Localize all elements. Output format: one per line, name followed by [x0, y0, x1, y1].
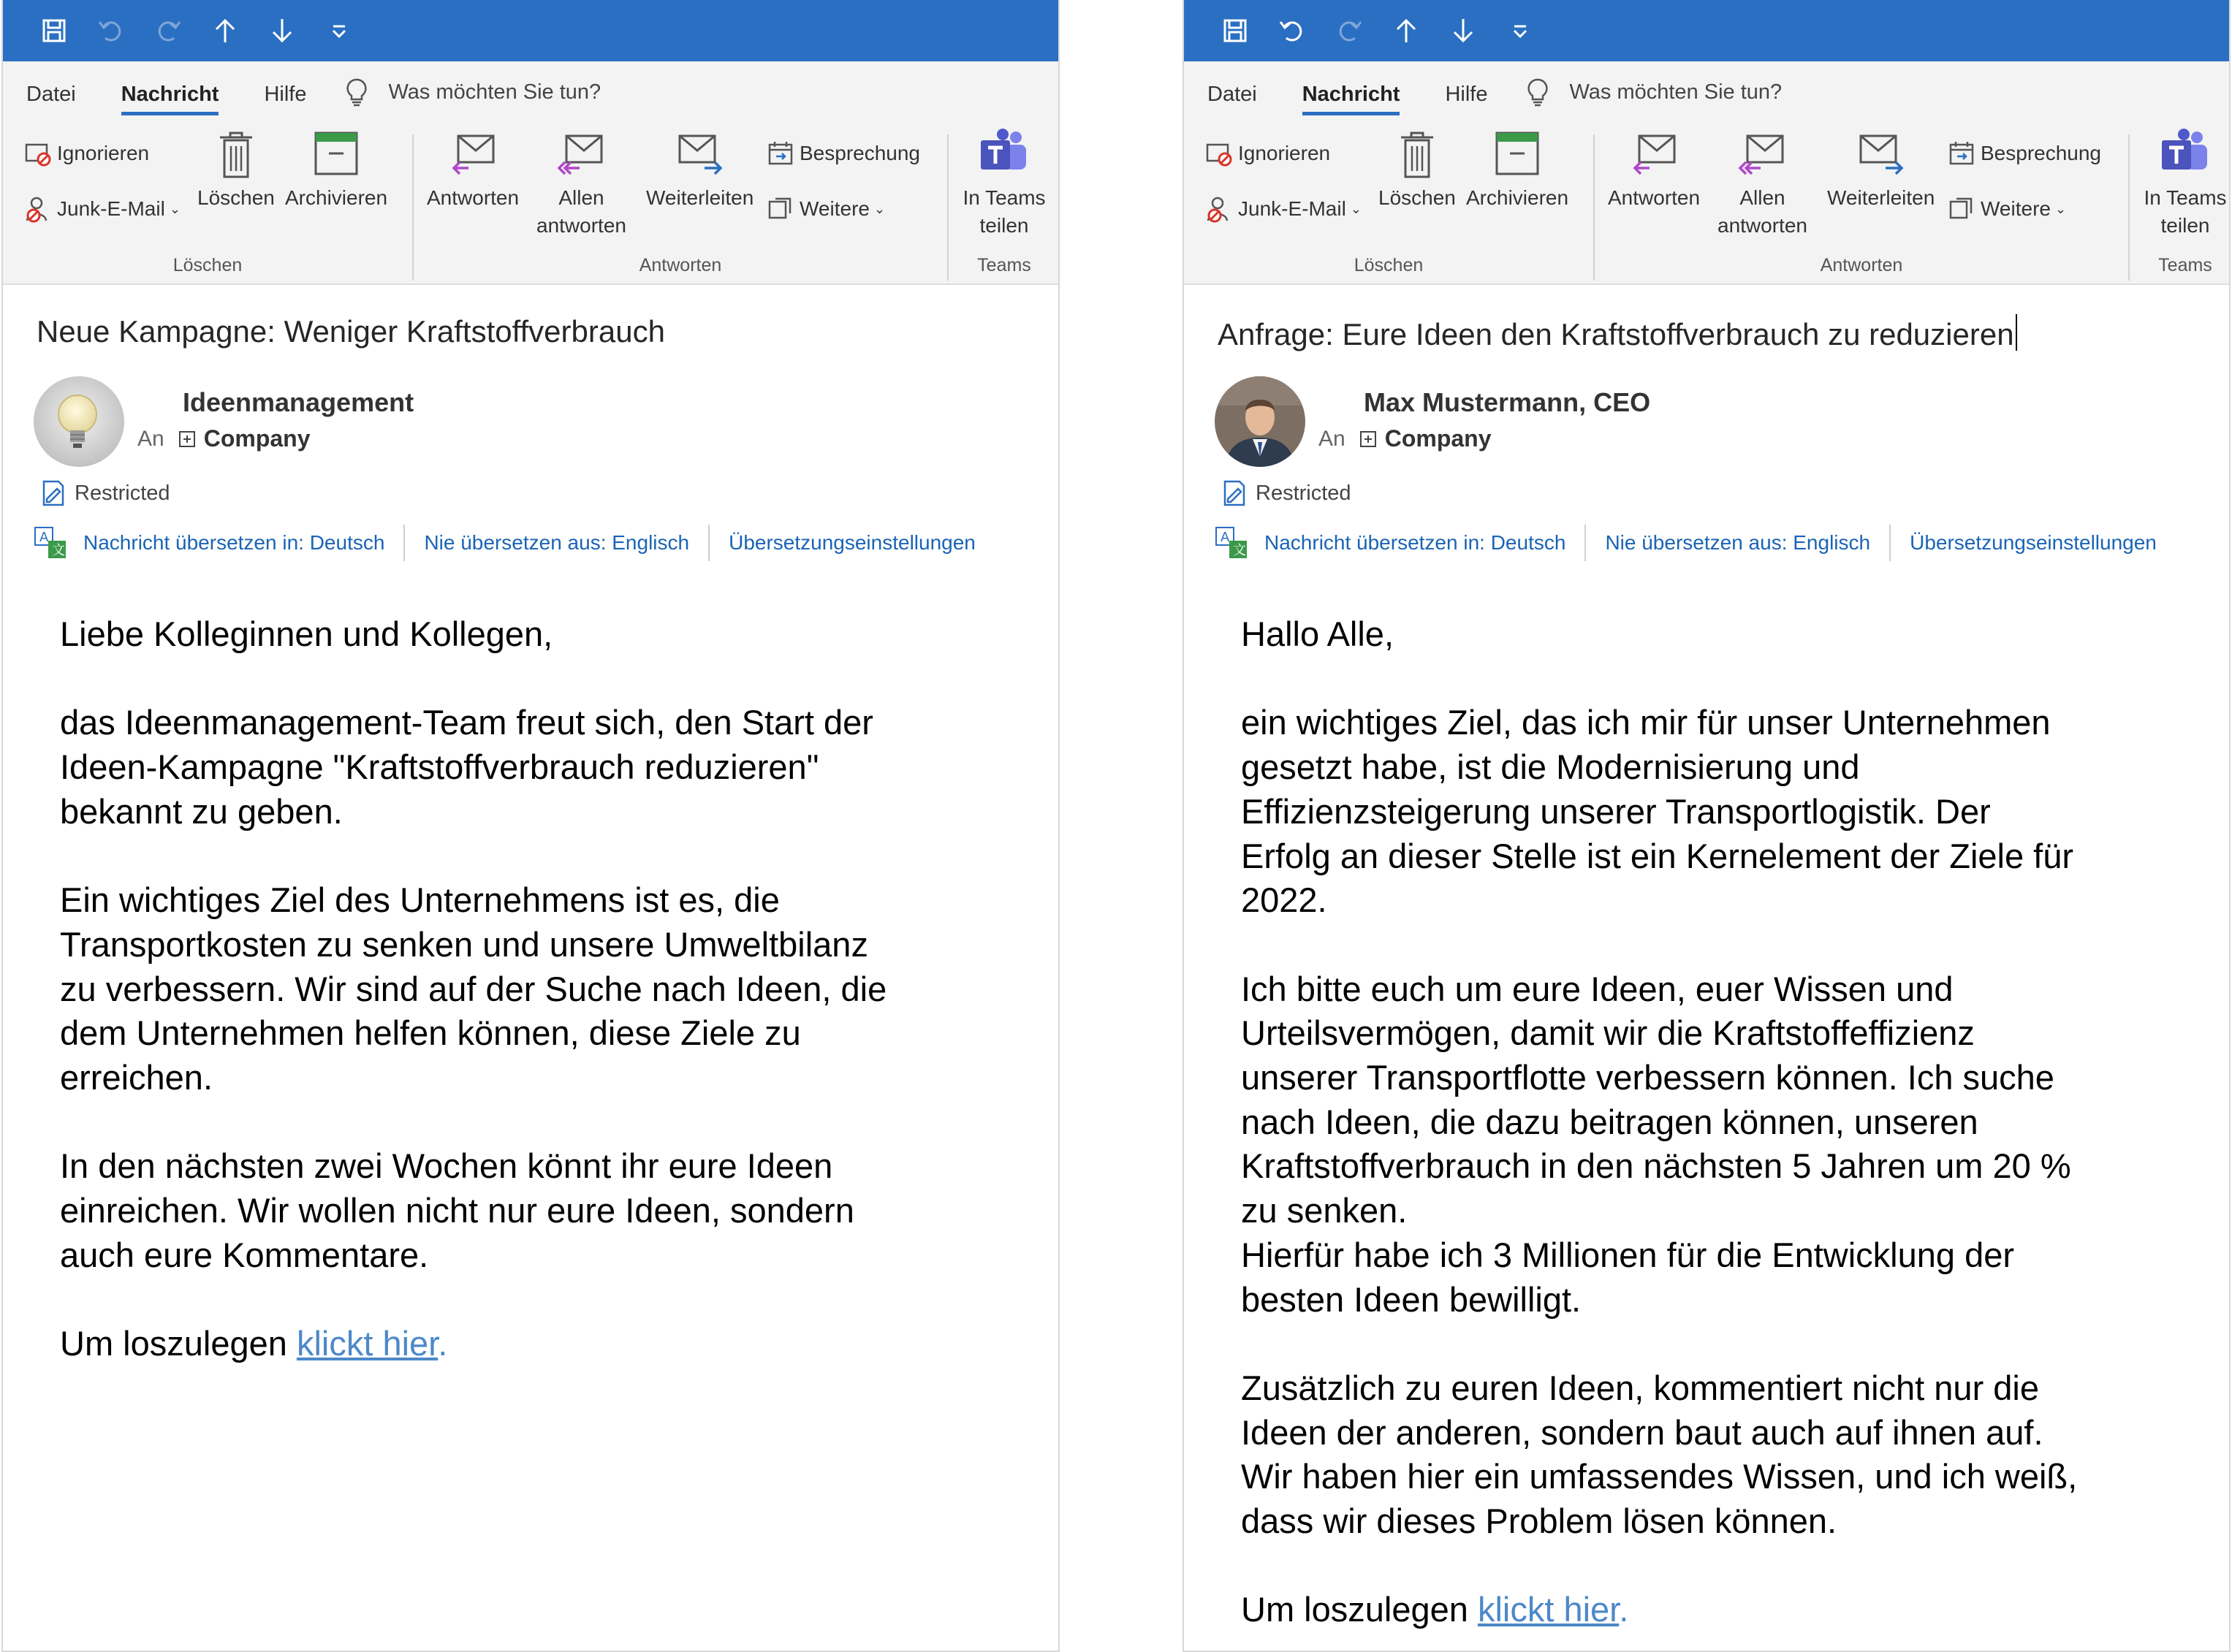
junk-label: Junk-E-Mail — [1238, 197, 1346, 220]
delete-button[interactable] — [197, 127, 275, 212]
recipient-name: Company — [203, 425, 311, 452]
expand-group-icon[interactable] — [1360, 431, 1376, 447]
arrow-up-icon[interactable] — [1390, 15, 1422, 47]
forward-button[interactable] — [1827, 127, 1935, 212]
undo-icon[interactable] — [95, 15, 127, 47]
sensitivity-label[interactable] — [39, 479, 170, 508]
group-label-respond: Antworten — [1820, 255, 1903, 275]
junk-person-icon — [1204, 194, 1234, 224]
teams-label-line2: teilen — [2160, 214, 2210, 237]
never-translate-link[interactable]: Nie übersetzen aus: Englisch — [424, 531, 690, 554]
customize-qat-icon[interactable] — [1504, 15, 1536, 47]
reply-all-label-line2: antworten — [1717, 214, 1807, 237]
cta-text: Um loszulegen — [1241, 1590, 1478, 1629]
body-line: Effizienzsteigerung unserer Transportlogistik. Der — [1241, 791, 1991, 831]
share-to-teams-button[interactable] — [959, 127, 1049, 240]
junk-person-icon — [23, 194, 53, 224]
reply-icon — [447, 127, 499, 181]
reply-all-button[interactable] — [1717, 127, 1807, 240]
chevron-down-icon: ⌄ — [1350, 201, 1362, 216]
email-body — [1241, 612, 2077, 1632]
teams-icon — [2159, 127, 2212, 181]
body-line: In den nächsten zwei Wochen könnt ihr eure Ideen — [60, 1146, 833, 1186]
email-window-right — [1183, 0, 2231, 1652]
redo-icon[interactable] — [152, 15, 184, 47]
chevron-down-icon: ⌄ — [169, 201, 181, 216]
tell-me-search[interactable] — [1525, 77, 1782, 115]
body-line: Ich bitte euch um eure Ideen, euer Wissen und — [1241, 969, 1954, 1008]
ribbon — [3, 61, 1058, 285]
ignore-button[interactable] — [23, 139, 149, 168]
to-label: An — [137, 426, 164, 451]
translate-icon — [34, 526, 67, 560]
calendar-icon — [766, 139, 795, 168]
tab-datei[interactable]: Datei — [1207, 83, 1257, 106]
group-teams — [2130, 127, 2231, 281]
search-placeholder: Was möchten Sie tun? — [1569, 80, 1783, 104]
more-respond-button[interactable] — [766, 194, 885, 224]
body-line: erreichen. — [60, 1058, 213, 1097]
group-delete — [1184, 127, 1593, 281]
forward-label: Weiterleiten — [1827, 186, 1935, 209]
meeting-label: Besprechung — [1981, 142, 2102, 164]
delete-label: Löschen — [1378, 186, 1456, 209]
reply-icon — [1628, 127, 1680, 181]
cta-period: . — [438, 1324, 448, 1363]
ribbon-tabs — [1184, 61, 2229, 115]
body-blank-line — [1241, 1322, 2077, 1366]
reply-button[interactable] — [1608, 127, 1700, 212]
group-respond — [414, 127, 947, 281]
reply-all-label-line1: Allen — [558, 186, 604, 209]
reply-all-label-line2: antworten — [536, 214, 626, 237]
never-translate-link[interactable]: Nie übersetzen aus: Englisch — [1605, 531, 1871, 554]
arrow-down-icon[interactable] — [1447, 15, 1479, 47]
body-line: 2022. — [1241, 880, 1327, 920]
ignore-icon — [1204, 139, 1234, 168]
body-line: dem Unternehmen helfen können, diese Ziele zu — [60, 1013, 801, 1053]
reply-label: Antworten — [427, 186, 520, 209]
more-label: Weitere — [800, 197, 870, 220]
body-line: Erfolg an dieser Stelle ist ein Kernelement der Ziele für — [1241, 836, 2074, 875]
delete-button[interactable] — [1378, 127, 1456, 212]
teams-label-line2: teilen — [979, 214, 1029, 237]
body-line: Transportkosten zu senken und unsere Umweltbilanz — [60, 924, 868, 964]
translation-separator — [1889, 525, 1891, 561]
expand-group-icon[interactable] — [179, 431, 195, 447]
body-blank-line — [1241, 1544, 2077, 1588]
cta-link[interactable]: klickt hier — [1477, 1590, 1620, 1629]
subject-text: Neue Kampagne: Weniger Kraftstoffverbrauch — [37, 314, 665, 349]
body-blank-line — [60, 657, 887, 701]
body-line: Ideen-Kampagne "Kraftstoffverbrauch reduzieren" — [60, 747, 819, 787]
quick-access-toolbar — [3, 0, 1058, 61]
body-line: ein wichtiges Ziel, das ich mir für unser Unternehmen — [1241, 703, 2051, 742]
body-line: zu verbessern. Wir sind auf der Suche nach Ideen, die — [60, 969, 887, 1008]
translation-separator — [403, 525, 405, 561]
body-line: nach Ideen, die dazu beitragen können, unseren — [1241, 1102, 1978, 1141]
forward-icon — [1855, 127, 1908, 181]
archive-button[interactable] — [1466, 127, 1568, 212]
sensitivity-text: Restricted — [75, 481, 170, 505]
chevron-down-icon: ⌄ — [2054, 201, 2067, 216]
group-label-delete: Löschen — [1354, 255, 1424, 275]
translate-icon — [1215, 526, 1248, 560]
recipients-line — [1318, 425, 1492, 452]
cta-line — [60, 1322, 887, 1366]
more-icon — [1947, 194, 1976, 224]
subject-text: Anfrage: Eure Ideen den Kraftstoffverbrauch zu reduzieren — [1218, 317, 2014, 351]
svg-text:A: A — [1221, 530, 1230, 545]
chevron-down-icon: ⌄ — [873, 201, 886, 216]
lightbulb-icon — [344, 77, 369, 107]
ignore-icon — [23, 139, 53, 168]
translation-bar — [1215, 525, 2157, 561]
reply-all-icon — [555, 127, 607, 181]
meeting-button[interactable] — [1947, 139, 2101, 168]
body-line: zu senken. — [1241, 1191, 1408, 1230]
group-respond — [1595, 127, 2128, 281]
body-blank-line — [1241, 657, 2077, 701]
body-line: Ideen der anderen, sondern baut auch auf ihnen auf. — [1241, 1412, 2043, 1452]
sensitivity-icon — [1221, 479, 1248, 508]
avatar[interactable] — [1215, 376, 1305, 467]
ribbon-groups — [3, 127, 1058, 281]
arrow-down-icon[interactable] — [266, 15, 298, 47]
body-line: bekannt zu geben. — [60, 791, 343, 831]
tab-hilfe[interactable]: Hilfe — [264, 83, 307, 106]
ignore-label: Ignorieren — [1238, 142, 1331, 164]
sensitivity-text: Restricted — [1256, 481, 1351, 505]
body-blank-line — [60, 834, 887, 879]
ignore-button[interactable] — [1204, 139, 1330, 168]
tab-nachricht[interactable]: Nachricht — [1302, 83, 1400, 115]
cta-line — [1241, 1588, 2077, 1632]
email-subject — [1218, 314, 2017, 352]
cta-text: Um loszulegen — [60, 1324, 297, 1363]
svg-text:文: 文 — [52, 543, 65, 558]
save-icon[interactable] — [1219, 15, 1251, 47]
body-blank-line — [60, 1100, 887, 1145]
group-label-teams: Teams — [977, 255, 1031, 275]
email-subject — [37, 314, 665, 349]
reply-button[interactable] — [427, 127, 519, 212]
cta-period: . — [1619, 1590, 1629, 1629]
ignore-label: Ignorieren — [57, 142, 150, 164]
teams-icon — [978, 127, 1030, 181]
group-teams — [949, 127, 1060, 281]
group-label-delete: Löschen — [172, 255, 243, 275]
avatar[interactable] — [34, 376, 124, 467]
recipient-name: Company — [1384, 425, 1492, 452]
search-placeholder: Was möchten Sie tun? — [388, 80, 601, 104]
tab-nachricht[interactable]: Nachricht — [121, 83, 219, 115]
tab-hilfe[interactable]: Hilfe — [1445, 83, 1488, 106]
trash-icon — [210, 127, 262, 181]
group-delete — [3, 127, 412, 281]
body-blank-line — [60, 1278, 887, 1322]
body-line: besten Ideen bewilligt. — [1241, 1279, 1582, 1319]
translation-separator — [708, 525, 710, 561]
archive-button[interactable] — [285, 127, 387, 212]
body-line: Liebe Kolleginnen und Kollegen, — [60, 614, 553, 653]
meeting-button[interactable] — [766, 139, 920, 168]
quick-access-toolbar — [1184, 0, 2229, 61]
undo-icon[interactable] — [1276, 15, 1308, 47]
body-line: das Ideenmanagement-Team freut sich, den Start der — [60, 703, 873, 742]
group-label-respond: Antworten — [639, 255, 722, 275]
archive-icon — [1491, 127, 1544, 181]
meeting-label: Besprechung — [800, 142, 921, 164]
sender-name[interactable]: Ideenmanagement — [183, 387, 414, 417]
trash-icon — [1391, 127, 1443, 181]
body-line: Urteilsvermögen, damit wir die Kraftstoffeffizienz — [1241, 1013, 1975, 1053]
sender-name[interactable]: Max Mustermann, CEO — [1364, 387, 1651, 417]
teams-label-line1: In Teams — [963, 186, 1046, 209]
svg-text:A: A — [39, 530, 49, 545]
lightbulb-icon — [1525, 77, 1550, 107]
body-line: Hierfür habe ich 3 Millionen für die Entwicklung der — [1241, 1235, 2015, 1274]
tab-datei[interactable]: Datei — [26, 83, 76, 106]
reply-all-label-line1: Allen — [1739, 186, 1785, 209]
more-respond-button[interactable] — [1947, 194, 2066, 224]
archive-icon — [310, 127, 362, 181]
body-line: Wir haben hier ein umfassendes Wissen, und ich weiß, — [1241, 1457, 2078, 1496]
lightbulb-avatar-icon — [34, 376, 124, 467]
ceo-photo-avatar — [1215, 376, 1305, 467]
body-line: unserer Transportflotte verbessern können. Ich suche — [1241, 1058, 2054, 1097]
translation-separator — [1584, 525, 1586, 561]
junk-email-button[interactable] — [1204, 194, 1362, 224]
body-line: dass wir dieses Problem lösen können. — [1241, 1501, 1837, 1541]
redo-icon[interactable] — [1333, 15, 1365, 47]
more-label: Weitere — [1981, 197, 2051, 220]
forward-icon — [674, 127, 726, 181]
email-body — [60, 612, 887, 1366]
tell-me-search[interactable] — [344, 77, 601, 115]
junk-email-button[interactable] — [23, 194, 181, 224]
sensitivity-label[interactable] — [1221, 479, 1351, 508]
more-icon — [766, 194, 795, 224]
archive-label: Archivieren — [1466, 186, 1569, 209]
translation-settings-link[interactable]: Übersetzungseinstellungen — [729, 531, 976, 554]
teams-label-line1: In Teams — [2144, 186, 2227, 209]
save-icon[interactable] — [38, 15, 70, 47]
ribbon-groups — [1184, 127, 2229, 281]
reply-all-button[interactable] — [536, 127, 626, 240]
body-line: Hallo Alle, — [1241, 614, 1394, 653]
forward-button[interactable] — [646, 127, 754, 212]
translate-message-link[interactable]: Nachricht übersetzen in: Deutsch — [1264, 531, 1566, 554]
body-blank-line — [1241, 923, 2077, 967]
reply-all-icon — [1736, 127, 1788, 181]
customize-qat-icon[interactable] — [323, 15, 355, 47]
text-cursor — [2016, 314, 2017, 351]
reply-label: Antworten — [1608, 186, 1701, 209]
body-line: Ein wichtiges Ziel des Unternehmens ist es, die — [60, 880, 780, 920]
body-line: Kraftstoffverbrauch in den nächsten 5 Jahren um 20 % — [1241, 1146, 2071, 1186]
ribbon — [1184, 61, 2229, 285]
calendar-icon — [1947, 139, 1976, 168]
svg-text:文: 文 — [1233, 543, 1246, 558]
translate-message-link[interactable]: Nachricht übersetzen in: Deutsch — [83, 531, 385, 554]
recipient-group[interactable] — [179, 425, 311, 452]
group-label-teams: Teams — [2158, 255, 2212, 275]
body-line: einreichen. Wir wollen nicht nur eure Ideen, sondern — [60, 1191, 854, 1230]
delete-label: Löschen — [197, 186, 275, 209]
body-line: auch eure Kommentare. — [60, 1235, 429, 1274]
recipient-group[interactable] — [1360, 425, 1492, 452]
cta-link[interactable]: klickt hier — [296, 1324, 439, 1363]
share-to-teams-button[interactable] — [2140, 127, 2231, 240]
forward-label: Weiterleiten — [646, 186, 754, 209]
archive-label: Archivieren — [285, 186, 388, 209]
ribbon-tabs — [3, 61, 1058, 115]
email-window-left — [1, 0, 1060, 1652]
to-label: An — [1318, 426, 1345, 451]
translation-bar — [34, 525, 976, 561]
arrow-up-icon[interactable] — [209, 15, 241, 47]
sensitivity-icon — [39, 479, 67, 508]
translation-settings-link[interactable]: Übersetzungseinstellungen — [1910, 531, 2157, 554]
junk-label: Junk-E-Mail — [57, 197, 165, 220]
body-line: gesetzt habe, ist die Modernisierung und — [1241, 747, 1860, 787]
body-line: Zusätzlich zu euren Ideen, kommentiert nicht nur die — [1241, 1368, 2039, 1407]
recipients-line — [137, 425, 311, 452]
